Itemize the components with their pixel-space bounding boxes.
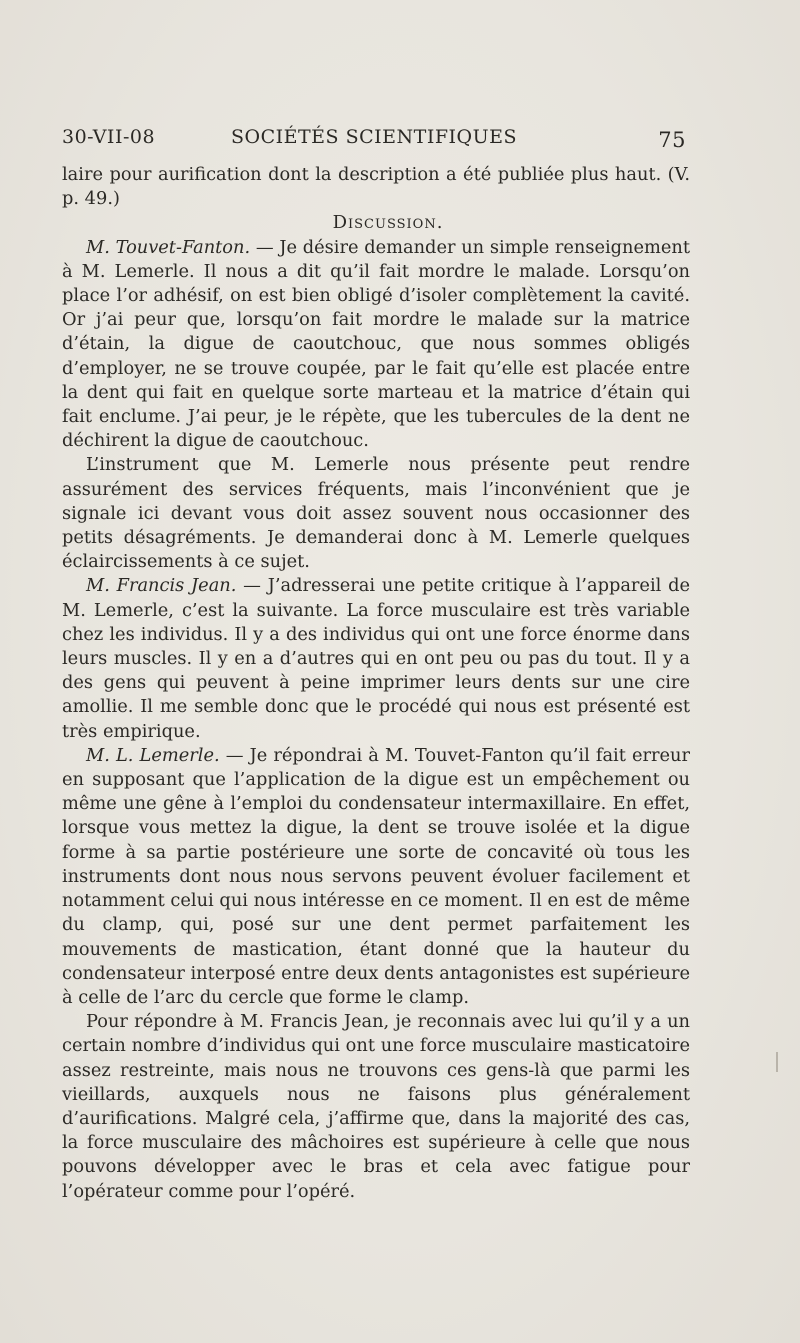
paragraph-touvet-fanton (62, 236, 690, 454)
header-title: SOCIÉTÉS SCIENTIFIQUES (231, 126, 517, 148)
paragraph-text: — Je désire demander un simple renseignement à M. Lemerle. Il nous a dit qu’il fait mordre le malade. Lorsqu’on place l’or adhésif, on est bien obligé d’isoler complètement la cavité. Or j’ai peur que, lorsqu’on fait mordre le malade sur la matrice d’étain, la digue de caoutchouc, que nous sommes obligés d’employer, ne se trouve coupée, par le fait qu’elle est placée entre la dent qui fait en quelque sorte marteau et la matrice d’étain qui fait enclume. J’ai peur, je le répète, que les tubercules de la dent ne déchirent la digue de caoutchouc. (62, 236, 691, 452)
paragraph-continuation (62, 453, 690, 574)
intro-paragraph: laire pour aurification dont la description a été publiée plus haut. (V. p. 49.) (62, 164, 690, 210)
paragraph-text: L’instrument que M. Lemerle nous présente peut rendre assurément des services fréquents, mais l’inconvénient que je signale ici devant vous doit assez souvent nous occasionner des petits désagréments. Je demanderai donc à M. Lemerle quelques éclaircissements à ce sujet. (62, 454, 690, 573)
speaker-name: M. L. Lemerle. (86, 744, 220, 766)
paragraph-text: Pour répondre à M. Francis Jean, je reconnais avec lui qu’il y a un certain nombre d’individus qui ont une force musculaire masticatoire assez restreinte, mais nous ne trouvons ces gens-là que parmi les vieillards, auxquels nous ne faisons plus généralement d’aurifications. Malgré cela, j’affirme que, dans la majorité des cas, la force musculaire des mâchoires est supérieure à celle que nous pouvons développer avec le bras et cela avec fatigue pour l’opérateur comme pour l’opéré. (62, 1011, 690, 1202)
speaker-name: M. Touvet-Fanton. (86, 236, 251, 258)
speaker-name: M. Francis Jean. (86, 575, 237, 597)
paragraph-text: — J’adresserai une petite critique à l’appareil de M. Lemerle, c’est la suivante. La force musculaire est très variable chez les individus. Il y a des individus qui ont une force énorme dans leurs muscles. Il y en a d’autres qui en ont peu ou pas du tout. Il y a des gens qui peuvent à peine imprimer leurs dents sur une cire amollie. Il me semble donc que le procédé qui nous est présenté est très empirique. (62, 575, 690, 742)
paragraph-text: — Je répondrai à M. Touvet-Fanton qu’il fait erreur en supposant que l’application de la digue est un empêchement ou même une gêne à l’emploi du condensateur intermaxillaire. En effet, lorsque vous mettez la digue, la dent se trouve isolée et la digue forme à sa partie postérieure une sorte de concavité où tous les instruments dont nous nous servons peuvent évoluer facilement et notamment celui qui nous intéresse en ce moment. Il en est de même du clamp, qui, posé sur une dent permet parfaitement les mouvements de mastication, étant donné que la hauteur du condensateur interposé entre deux dents antagonistes est supérieure à celle de l’arc du cercle que forme le clamp. (62, 744, 690, 1008)
section-heading: Discussion. (332, 212, 444, 234)
header-date: 30-VII-08 (62, 126, 156, 148)
running-header (62, 126, 686, 156)
paragraph-response (62, 1010, 690, 1204)
page-body (62, 163, 690, 1204)
paragraph-francis-jean (62, 574, 690, 743)
paragraph-lemerle (62, 744, 690, 1010)
page-edge-mark (776, 1052, 778, 1072)
page-number: 75 (658, 128, 686, 152)
